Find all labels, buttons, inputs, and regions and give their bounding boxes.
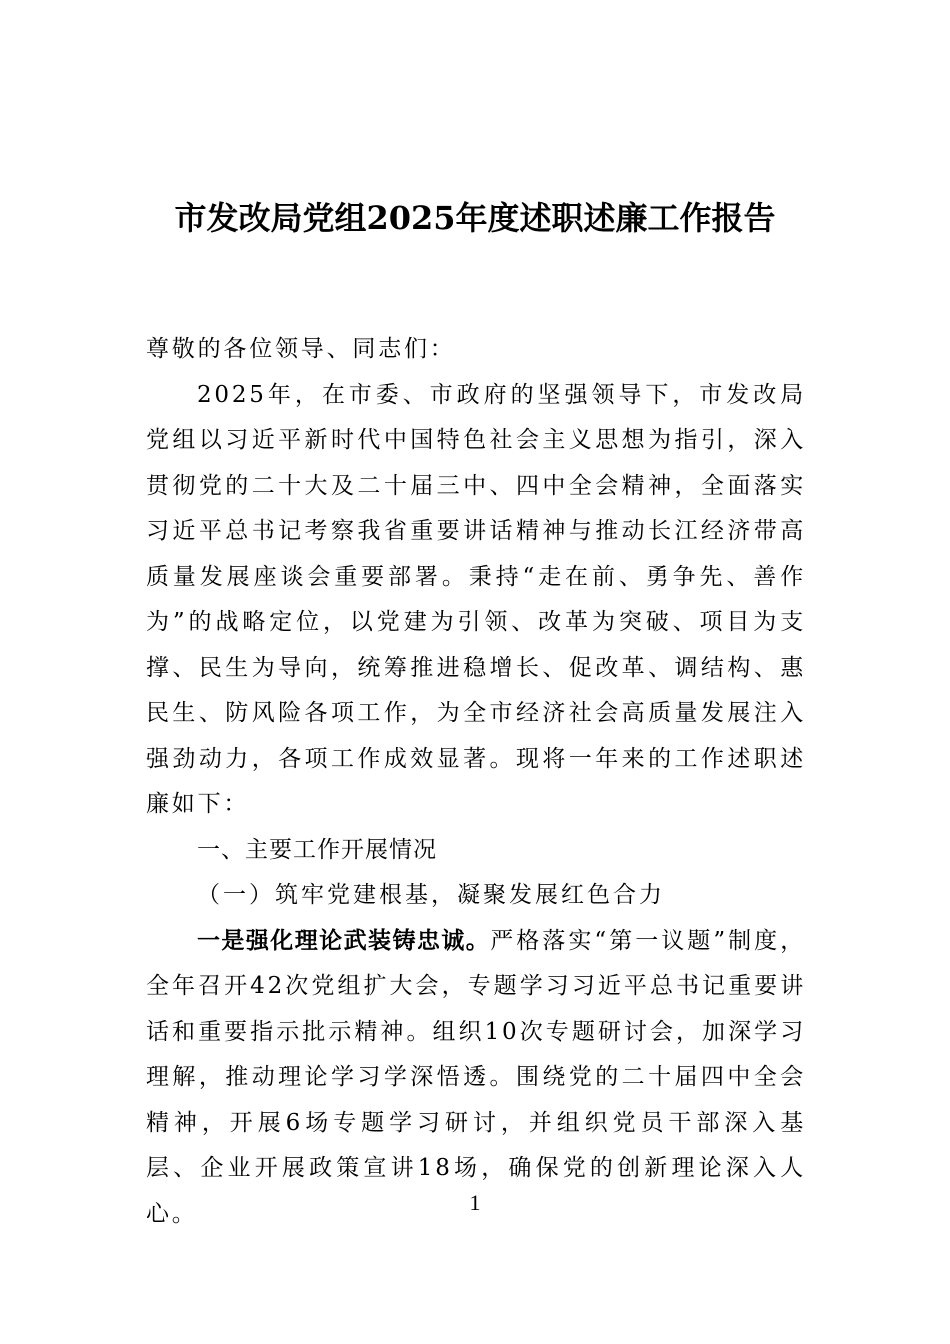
subsection-heading: （一）筑牢党建根基，凝聚发展红色合力 (197, 882, 665, 908)
section-heading: 一、主要工作开展情况 (197, 836, 437, 863)
point-one-body: 严格落实“第一议题”制度，全年召开42次党组扩大会，专题学习习近平总书记重要讲话和重要指示批示精神。组织10次专题研讨会，加深学习理解，推动理论学习学深悟透。围绕党的二十届四中全会精神，开展6场专题学习研讨，并组织党员干部深入基层、企业开展政策宣讲18场，确保党的创新理论深入人心。 (146, 927, 807, 1227)
salutation: 尊敬的各位领导、同志们： (146, 336, 456, 362)
document-body (146, 327, 806, 1237)
point-one-lead: 一是强化理论武装铸忠诚。 (197, 927, 491, 954)
document-title: 市发改局党组2025年度述职述廉工作报告 (174, 199, 776, 237)
page-number: 1 (469, 1190, 481, 1215)
intro-paragraph: 2025年，在市委、市政府的坚强领导下，市发改局党组以习近平新时代中国特色社会主义思想为指引，深入贯彻党的二十大及二十届三中、四中全会精神，全面落实习近平总书记考察我省重要讲话精神与推动长江经济带高质量发展座谈会重要部署。秉持“走在前、勇争先、善作为”的战略定位，以党建为引领、改革为突破、项目为支撑、民生为导向，统筹推进稳增长、促改革、调结构、惠民生、防风险各项工作，为全市经济社会高质量发展注入强劲动力，各项工作成效显著。现将一年来的工作述职述廉如下： (146, 381, 806, 817)
